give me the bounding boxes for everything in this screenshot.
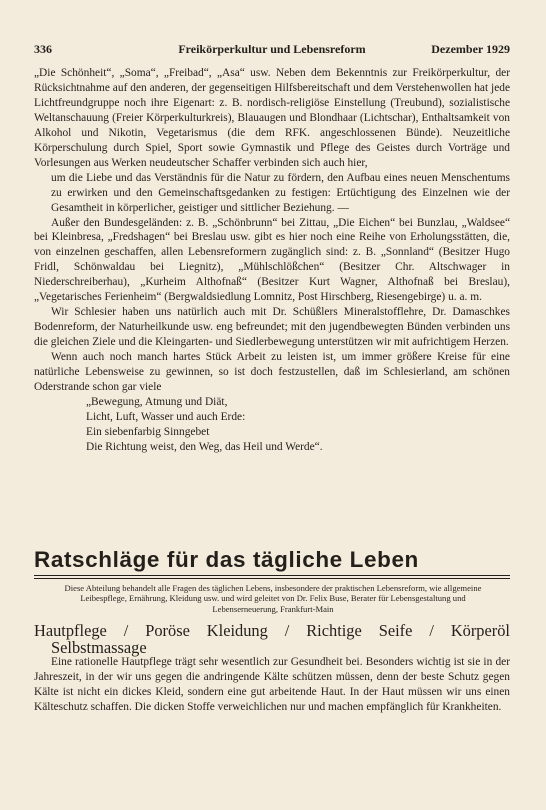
paragraph: „Die Schönheit“, „Soma“, „Freibad“, „Asa“ usw. Neben dem Bekenntnis zur Freikörperkultur, der Rücksichtnahme auf den anderen, der gegenseitigen Hilfsbereitschaft und dem Verstehenwollen hat jede Lichtfreundgruppe noch ihre Eigenart: z. B. nordisch-religiöse Einstellung (Treubund), sozialistische Weltanschauung (Freier Körperkulturkreis), Blauaugen und Blondhaar (Lichtschar), Enthaltsamkeit von Alkohol und Nikotin, Vegetarismus (die dem RFK. angeschlossenen Bünde). Neuzeitliche Körperschulung durch Spiel, Sport sowie Gymnastik und Pflege des Geistes durch Vorträge und Vorlesungen aus Werken neudeutscher Schaffer verbinden sich auch hier, xyxy=(34,67,510,169)
article-body-bottom xyxy=(34,655,510,715)
paragraph-indented-block: um die Liebe und das Verständnis für die Natur zu fördern, den Aufbau eines neuen Menschentums zu erwirken und den Gemeinschaftsgedanken zu festigen: Ertüchtigung des Einzelnen wie der Gesamtheit in körperlicher, geistiger und sittlicher Beziehung. — xyxy=(51,171,510,214)
section-rule-thin xyxy=(34,578,510,579)
article-heading-line: Selbstmassage xyxy=(51,638,147,657)
article-heading xyxy=(34,622,510,656)
paragraph: Außer den Bundesgeländen: z. B. „Schönbrunn“ bei Zittau, „Die Eichen“ bei Bunzlau, „Waldsee“ bei Kleinbresa, „Fredshagen“ bei Breslau usw. gibt es hier noch eine Reihe von Erholungsstätten, die, von einzelnen geschaffen, allen Lebensreformern zugänglich sind: z. B. „Sonnland“ (Besitzer Hugo Fridl, Schönwaldau bei Liegnitz), „Mühlschlößchen“ (Besitzer Chr. Altschwager in Niederschreiberhau), „Kurheim Althofnaß“ (Besitzer Kurt Wagner, Althofnaß bei Breslau), „Vegetarisches Ferienheim“ (Bergwaldsiedlung Lomnitz, Post Hirschberg, Riesengebirge) u. a. m. xyxy=(34,216,510,304)
poem-line: Die Richtung weist, den Weg, das Heil und Werde“. xyxy=(86,440,323,453)
issue-date: Dezember 1929 xyxy=(431,42,510,56)
poem-line: Ein siebenfarbig Sinngebet xyxy=(86,425,210,438)
poem-line: „Bewegung, Atmung und Diät, xyxy=(86,395,228,408)
article-body-top xyxy=(34,66,510,455)
section-title: Ratschläge für das tägliche Leben xyxy=(34,547,419,572)
paragraph: Wir Schlesier haben uns natürlich auch mit Dr. Schüßlers Mineralstofflehre, Dr. Damaschkes Bodenreform, der Naturheilkunde usw. eng befreundet; mit den jugendbewegten Bünden verbinden uns die gleichen Ziele und die Kleingarten- und Siedlerbewegung unterstützen wir mit aufrichtigem Herzen. xyxy=(34,306,510,349)
paragraph: Eine rationelle Hautpflege trägt sehr wesentlich zur Gesundheit bei. Besonders wichtig ist sie in der Jahreszeit, in der wir uns gegen die andringende Kälte schützen müssen, denn der beste Schutz gegen Kälte ist nicht ein dickes Kleid, sondern eine gut arbeitende Haut. In der Haut müssen wir uns einen Kälteschutz schaffen. Die dicken Stoffe verweichlichen nur und machen empfänglich für Krankheiten. xyxy=(34,656,510,713)
page-number: 336 xyxy=(34,42,52,56)
running-header xyxy=(34,42,510,58)
journal-title: Freikörperkultur und Lebensreform xyxy=(178,42,366,56)
poem-line: Licht, Luft, Wasser und auch Erde: xyxy=(86,410,246,423)
article-heading-line: Hautpflege / Poröse Kleidung / Richtige Seife / Körperöl xyxy=(34,621,510,640)
poem-block xyxy=(34,395,510,455)
section-description: Diese Abteilung behandelt alle Fragen des täglichen Lebens, insbesondere der praktischen Lebensreform, wie allgemeine Leibespflege, Ernährung, Kleidung usw. und wird geleitet von Dr. Felix Buse, Berater für Lebensgestaltung und Lebenserneuerung, Frankfurt-Main xyxy=(64,583,482,614)
paragraph: Wenn auch noch manch hartes Stück Arbeit zu leisten ist, um immer größere Kreise für eine natürliche Lebensweise zu gewinnen, so ist doch festzustellen, daß im Schlesierland, am schönen Oderstrande schon gar viele xyxy=(34,351,510,394)
section-rule xyxy=(34,575,510,576)
